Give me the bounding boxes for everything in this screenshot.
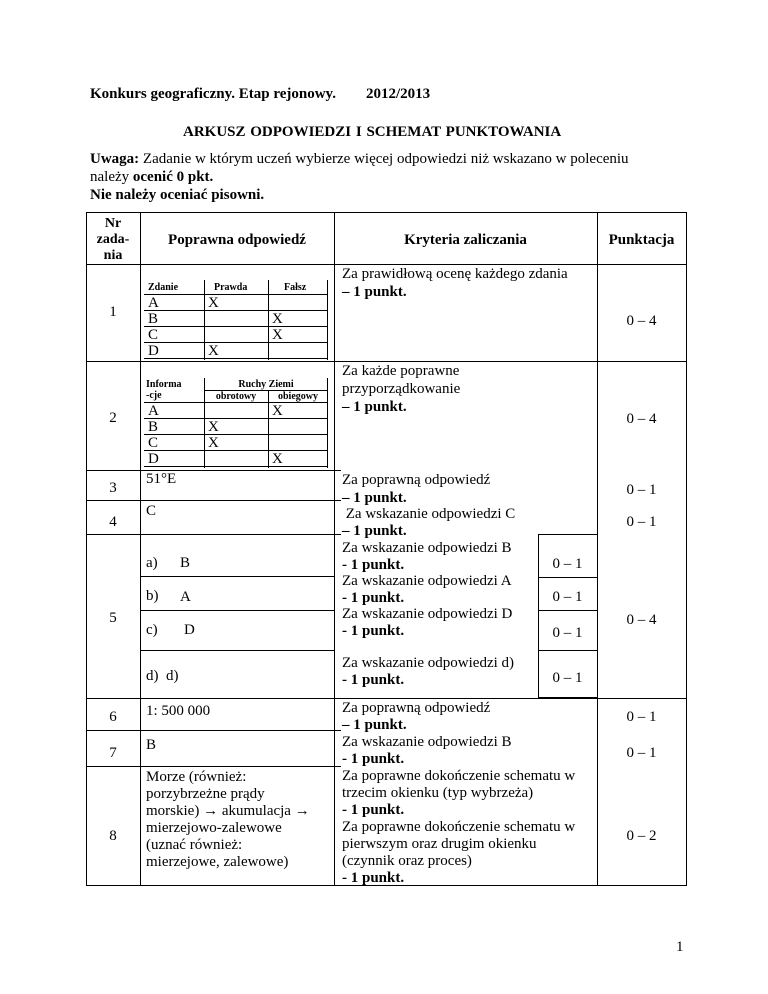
row3-number: 3 <box>109 480 117 496</box>
row8-answer-5: (uznać również: <box>146 837 243 853</box>
row8-criteria-2: trzecim okienku (typ wybrzeża) <box>342 785 534 801</box>
row8-number: 8 <box>109 828 117 844</box>
row5-points-d: 0 – 1 <box>552 670 583 686</box>
row6-number: 6 <box>109 709 117 725</box>
row1-number: 1 <box>109 304 117 320</box>
row7-criteria-1: Za wskazanie odpowiedzi B <box>342 734 512 750</box>
page-number: 1 <box>676 939 684 955</box>
note-text: Zadanie w którym uczeń wybierze więcej odpowiedzi niż wskazano w poleceniu <box>139 151 629 167</box>
school-year: 2012/2013 <box>366 86 431 102</box>
subtable1-cell: X <box>208 295 219 311</box>
subtable1-cell: C <box>148 327 159 343</box>
row2-number: 2 <box>109 410 117 426</box>
row5-points: 0 – 4 <box>626 612 657 628</box>
subtable2-cell: X <box>272 451 283 467</box>
row8-answer-1: Morze (również: <box>146 769 247 785</box>
row5-b-label: b) <box>146 588 159 604</box>
row6-answer: 1: 500 000 <box>146 703 211 719</box>
row5-criteria-d-1: Za wskazanie odpowiedzi d) <box>342 655 515 671</box>
row8-points: 0 – 2 <box>626 828 657 844</box>
row2-points: 0 – 4 <box>626 411 657 427</box>
row8-criteria-3: - 1 punkt. <box>342 802 405 818</box>
row2-criteria-3: – 1 punkt. <box>342 399 407 415</box>
row1-points: 0 – 4 <box>626 313 657 329</box>
row8-answer-6: mierzejowe, zalewowe) <box>146 854 289 870</box>
row4-points: 0 – 1 <box>626 514 657 530</box>
row5-criteria-a-1: Za wskazanie odpowiedzi B <box>342 540 512 556</box>
subtable1-header-zdanie: Zdanie <box>148 282 179 293</box>
row2-criteria-2: przyporządkowanie <box>342 381 461 397</box>
subtable2-header-cje: -cje <box>146 390 162 401</box>
subtable2-header-informa: Informa <box>146 379 182 390</box>
row2-subtable <box>144 378 328 470</box>
row5-criteria-c-2: - 1 punkt. <box>342 623 405 639</box>
subtable1-cell: D <box>148 343 159 359</box>
subtable1-header-prawda: Prawda <box>214 282 248 293</box>
row5-number: 5 <box>109 610 117 626</box>
row4-number: 4 <box>109 514 117 530</box>
row4-criteria-1: Za wskazanie odpowiedzi C <box>342 506 516 522</box>
row5-points-a: 0 – 1 <box>552 556 583 572</box>
row6-criteria-2: – 1 punkt. <box>342 717 407 733</box>
row5-c-label: c) <box>146 622 158 638</box>
row5-b-value: A <box>180 589 191 605</box>
header-points: Punktacja <box>608 232 675 248</box>
header-nr-3: nia <box>103 248 123 263</box>
row1-criteria-1: Za prawidłową ocenę każdego zdania <box>342 266 568 282</box>
note-line2-b: ocenić 0 pkt. <box>132 169 214 185</box>
note-line-2 <box>90 169 213 186</box>
note-line-3: Nie należy oceniać pisowni. <box>90 187 265 203</box>
row7-points: 0 – 1 <box>626 745 657 761</box>
header-criteria: Kryteria zaliczania <box>404 232 527 248</box>
row6-points: 0 – 1 <box>626 709 657 725</box>
contest-title: Konkurs geograficzny. Etap rejonowy. <box>90 86 336 102</box>
subtable1-cell: X <box>208 343 219 359</box>
subtable2-cell: C <box>148 435 159 451</box>
row5-criteria-b-1: Za wskazanie odpowiedzi A <box>342 573 512 589</box>
subtable2-header-obrotowy: obrotowy <box>215 391 257 402</box>
subtable2-cell: X <box>208 435 219 451</box>
subtable2-cell: D <box>148 451 159 467</box>
row3-criteria-2: – 1 punkt. <box>342 490 407 506</box>
subtable2-header-obiegowy: obiegowy <box>278 391 318 402</box>
row7-criteria-2: - 1 punkt. <box>342 751 405 767</box>
row1-criteria-2: – 1 punkt. <box>342 284 407 300</box>
subtable1-cell: X <box>272 311 283 327</box>
row8-answer-2: porzybrzeżne prądy <box>146 786 265 802</box>
row5-criteria-b-2: - 1 punkt. <box>342 590 405 606</box>
subtable1-cell: A <box>148 295 159 311</box>
row8-criteria-4: Za poprawne dokończenie schematu w <box>342 819 576 835</box>
row7-answer: B <box>146 737 157 753</box>
row5-criteria-d-2: - 1 punkt. <box>342 672 405 688</box>
row5-points-c: 0 – 1 <box>552 625 583 641</box>
row1-subtable <box>144 280 328 362</box>
subtable1-cell: X <box>272 327 283 343</box>
row8-answer-3: morskie) → akumulacja → <box>146 803 310 819</box>
row5-d-value: d) d) <box>146 668 179 684</box>
row2-criteria-1: Za każde poprawne <box>342 363 460 379</box>
note-line2-a: należy <box>90 169 133 185</box>
subtable2-cell: X <box>208 419 219 435</box>
header-nr-1: Nr <box>104 216 122 231</box>
row7-number: 7 <box>109 745 117 761</box>
row5-a-label: a) <box>146 555 158 571</box>
row5-points-b: 0 – 1 <box>552 589 583 605</box>
row8-criteria-1: Za poprawne dokończenie schematu w <box>342 768 576 784</box>
row8-criteria-6: (czynnik oraz proces) <box>342 853 472 869</box>
row4-criteria-2: – 1 punkt. <box>342 523 407 539</box>
row6-criteria-1: Za poprawną odpowiedź <box>342 700 491 716</box>
row5-criteria-c-1: Za wskazanie odpowiedzi D <box>342 606 513 622</box>
sheet-title: ARKUSZ ODPOWIEDZI I SCHEMAT PUNKTOWANIA <box>183 124 562 140</box>
row4-answer: C <box>146 503 157 519</box>
subtable2-cell: B <box>148 419 159 435</box>
row8-criteria-7: - 1 punkt. <box>342 870 405 886</box>
row8-answer-4: mierzejowo-zalewowe <box>146 820 282 836</box>
note-label: Uwaga: <box>90 151 140 167</box>
row5-a-value: B <box>180 555 191 571</box>
subtable2-header-group: Ruchy Ziemi <box>238 379 294 390</box>
header-answer: Poprawna odpowiedź <box>168 232 306 248</box>
row8-criteria-5: pierwszym oraz drugim okienku <box>342 836 537 852</box>
header-nr-2: zada- <box>96 232 130 247</box>
subtable2-cell: A <box>148 403 159 419</box>
row3-points: 0 – 1 <box>626 482 657 498</box>
row5-c-value: D <box>184 622 195 638</box>
subtable1-cell: B <box>148 311 159 327</box>
note-line-1 <box>90 151 629 168</box>
row3-criteria-1: Za poprawną odpowiedź <box>342 472 491 488</box>
subtable1-header-falsz: Fałsz <box>284 282 307 293</box>
row3-answer: 51°E <box>146 471 177 487</box>
row5-criteria-a-2: - 1 punkt. <box>342 557 405 573</box>
subtable2-cell: X <box>272 403 283 419</box>
